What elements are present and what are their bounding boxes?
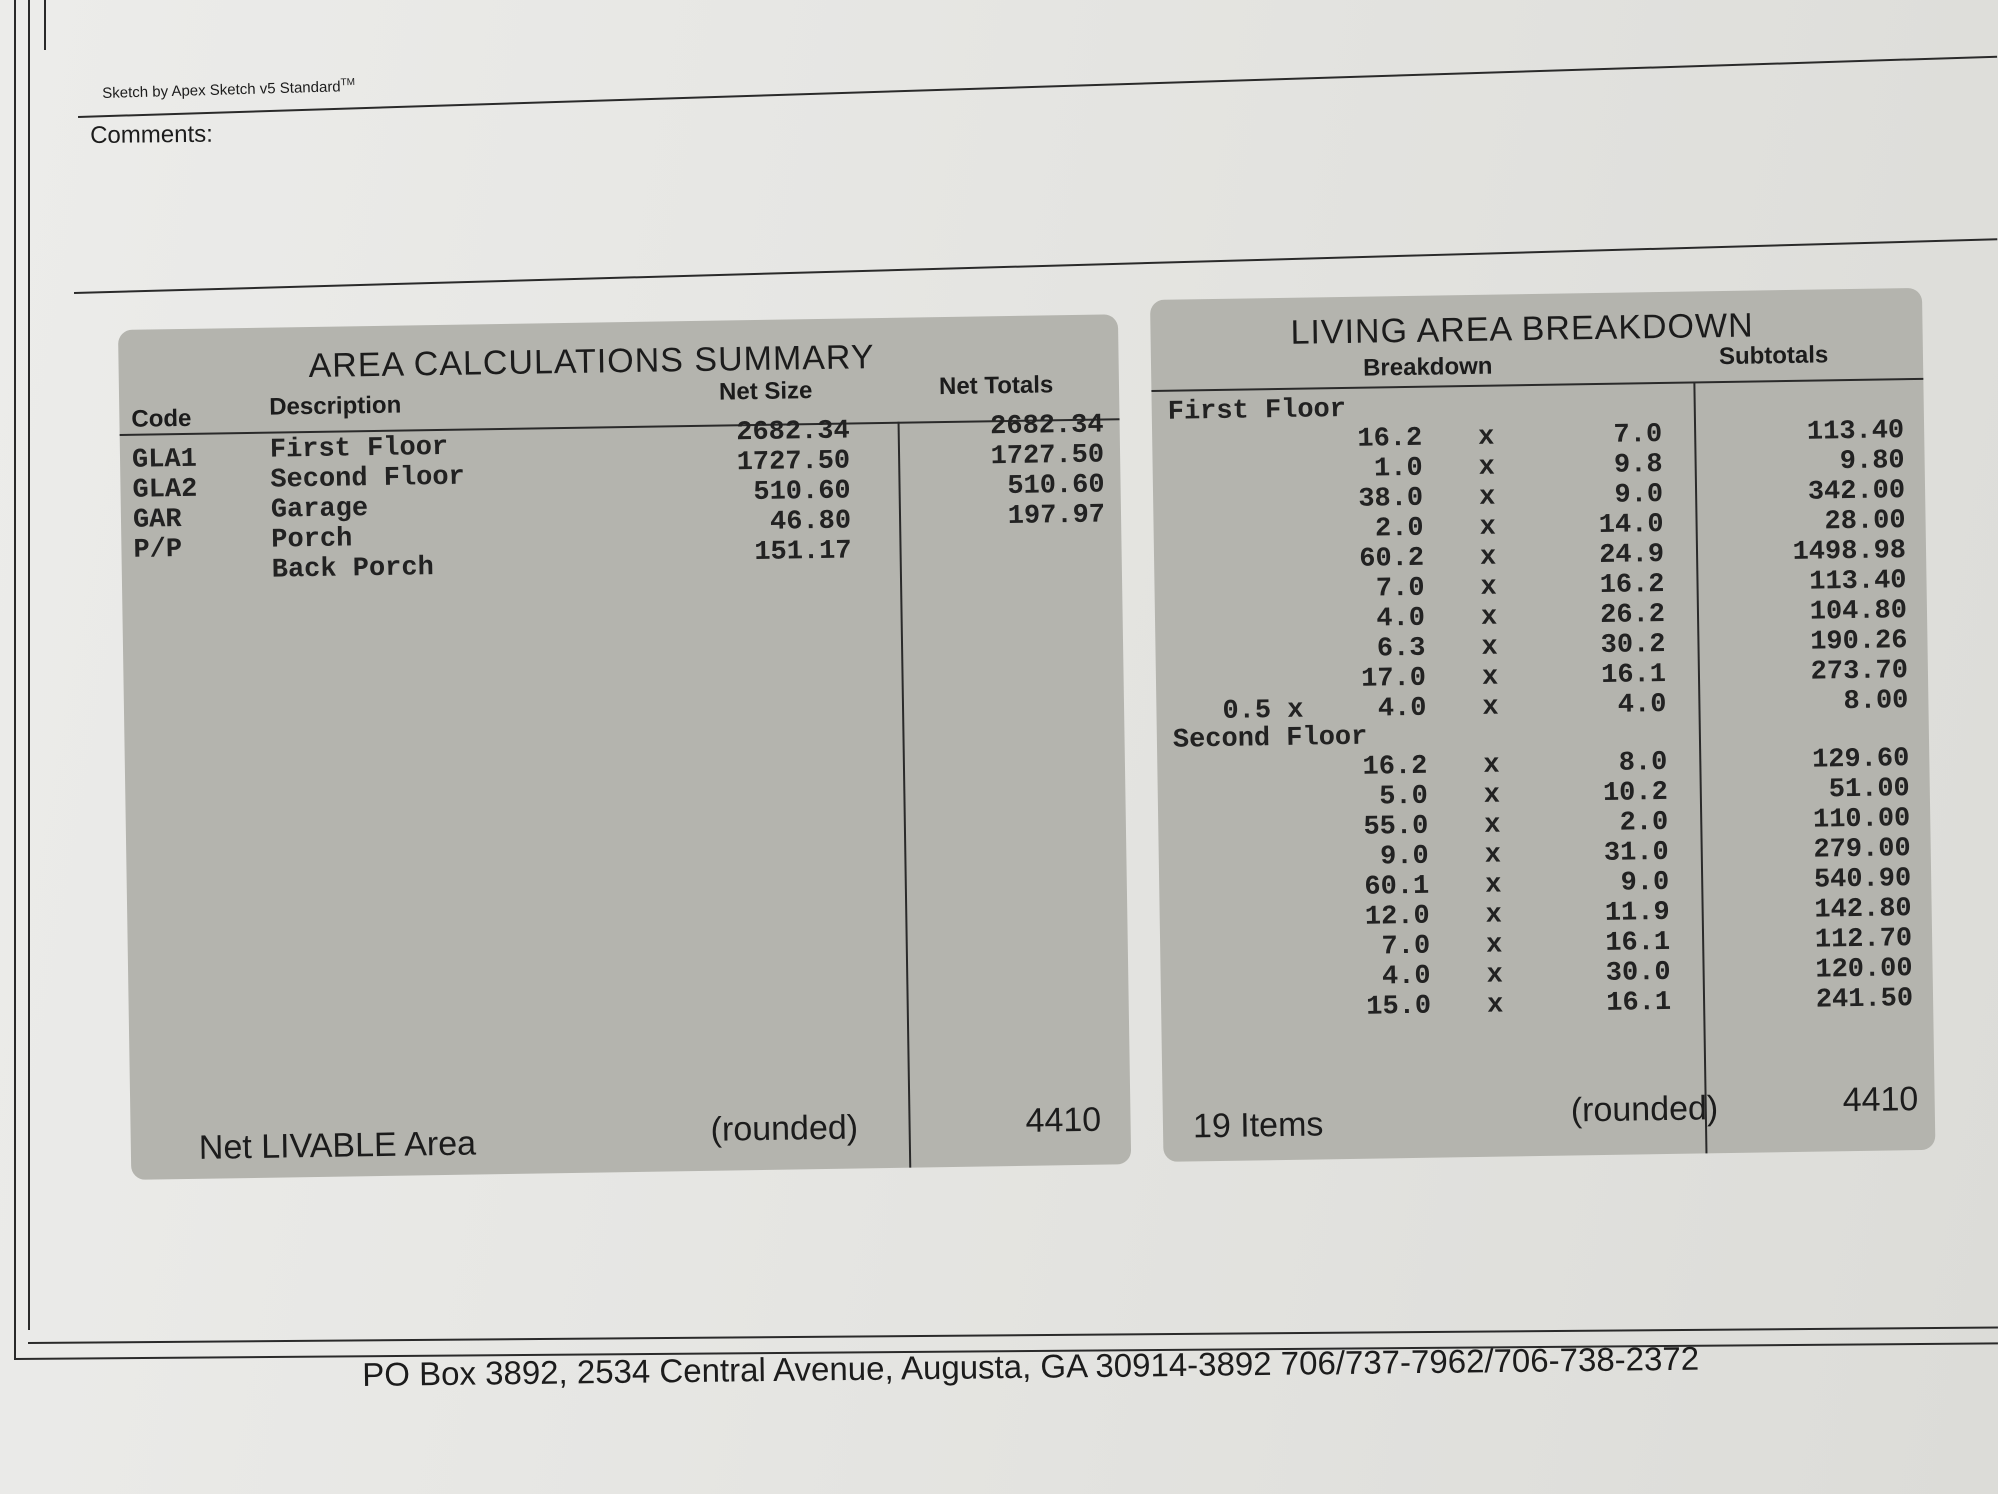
row-net-total: 510.60: [1007, 470, 1105, 503]
breakdown-dimension-a: 16.2: [1362, 751, 1428, 783]
summary-title: AREA CALCULATIONS SUMMARY: [308, 338, 875, 386]
left-border-third: [44, 0, 46, 50]
breakdown-multiply-sign: x: [1481, 662, 1499, 693]
column-header-code: Code: [131, 404, 192, 433]
software-credit: Sketch by Apex Sketch v5 Standard™: [102, 76, 356, 102]
breakdown-subtotal: 142.80: [1814, 894, 1912, 926]
breakdown-dimension-b: 11.9: [1604, 897, 1670, 929]
company-address: PO Box 3892, 2534 Central Avenue, Augusta, GA 30914-3892 706/737-7962/706-738-2372: [362, 1339, 1700, 1393]
breakdown-dimension-b: 9.0: [1620, 867, 1670, 899]
breakdown-multiply-sign: x: [1479, 512, 1497, 543]
breakdown-multiply-sign: x: [1486, 990, 1504, 1021]
breakdown-multiply-sign: x: [1477, 422, 1495, 453]
section-rule: [74, 238, 1997, 294]
breakdown-dimension-b: 16.1: [1600, 659, 1667, 691]
breakdown-dimension-a: 60.1: [1364, 871, 1430, 903]
breakdown-subtotal: 120.00: [1815, 954, 1913, 986]
breakdown-subtotal: 9.80: [1839, 446, 1905, 478]
breakdown-dimension-a: 2.0: [1374, 513, 1424, 545]
breakdown-subtotal: 342.00: [1807, 476, 1906, 508]
row-net-size: 2682.34: [736, 416, 850, 449]
breakdown-subtotal: 28.00: [1824, 506, 1906, 538]
breakdown-subtotal: 241.50: [1815, 984, 1914, 1016]
net-livable-area-total: 4410: [1025, 1100, 1102, 1140]
breakdown-dimension-a: 17.0: [1360, 663, 1427, 695]
breakdown-subtotal: 129.60: [1811, 744, 1910, 776]
breakdown-dimension-a: 5.0: [1378, 781, 1429, 813]
net-size-column: [659, 417, 851, 570]
breakdown-dimension-a: 7.0: [1375, 573, 1425, 605]
row-code: P/P: [133, 535, 183, 566]
breakdown-dimension-a: 38.0: [1358, 483, 1424, 515]
breakdown-dimension-a: 12.0: [1364, 901, 1430, 933]
breakdown-multiply-sign: x: [1482, 692, 1499, 723]
breakdown-dimension-b: 30.0: [1605, 957, 1671, 989]
breakdown-subtotal: 113.40: [1809, 566, 1907, 598]
breakdown-dimension-b: 26.2: [1599, 599, 1666, 631]
breakdown-dimension-a: 15.0: [1366, 991, 1432, 1023]
breakdown-dimension-b: 16.1: [1605, 927, 1671, 959]
breakdown-multiply-sign: x: [1478, 452, 1496, 483]
item-count: 19 Items: [1192, 1105, 1324, 1146]
breakdown-rows: [1150, 288, 1934, 1080]
description-column: [270, 433, 467, 586]
breakdown-dimension-a: 9.0: [1379, 841, 1430, 873]
breakdown-dimension-b: 4.0: [1617, 689, 1667, 721]
breakdown-dimension-b: 16.1: [1606, 987, 1672, 1019]
breakdown-multiply-sign: x: [1478, 482, 1496, 513]
row-net-size: 46.80: [769, 506, 852, 538]
breakdown-rounded-label: (rounded): [1570, 1089, 1719, 1130]
breakdown-subtotal: 8.00: [1843, 686, 1909, 718]
row-code: GLA1: [131, 444, 198, 476]
breakdown-multiply-sign: x: [1480, 572, 1497, 603]
breakdown-dimension-a: 1.0: [1373, 453, 1423, 485]
breakdown-dimension-a: 60.2: [1359, 543, 1425, 575]
column-header-net-size: Net Size: [718, 377, 813, 406]
row-description: Back Porch: [271, 553, 435, 586]
breakdown-multiply-sign: x: [1481, 632, 1498, 663]
breakdown-subtotal: 112.70: [1814, 924, 1913, 956]
breakdown-dimension-b: 30.2: [1600, 629, 1666, 661]
breakdown-subtotal: 104.80: [1809, 596, 1908, 628]
row-description: First Floor: [269, 432, 449, 466]
breakdown-multiply-sign: x: [1483, 780, 1501, 811]
left-border-outer: [14, 0, 16, 1360]
breakdown-subtotal: 113.40: [1806, 416, 1905, 448]
breakdown-dimension-b: 10.2: [1602, 777, 1669, 809]
top-rule: [78, 56, 1997, 118]
breakdown-dimension-b: 14.0: [1598, 509, 1664, 541]
row-net-size: 151.17: [754, 536, 852, 569]
breakdown-subtotal: 1498.98: [1792, 536, 1907, 568]
row-description: Second Floor: [270, 462, 466, 496]
breakdown-multiply-sign: x: [1480, 602, 1498, 633]
breakdown-dimension-a: 7.0: [1381, 931, 1431, 963]
breakdown-subtotal: 190.26: [1810, 626, 1908, 658]
breakdown-multiply-sign: x: [1485, 900, 1503, 931]
breakdown-title: LIVING AREA BREAKDOWN: [1290, 306, 1754, 352]
breakdown-dimension-b: 9.8: [1613, 449, 1663, 481]
row-net-total: 197.97: [1007, 500, 1106, 533]
row-description: Porch: [271, 524, 353, 556]
row-code: [134, 565, 199, 596]
breakdown-prefix: 0.5 x: [1222, 695, 1304, 727]
breakdown-dimension-b: 8.0: [1618, 747, 1668, 779]
column-header-net-totals: Net Totals: [938, 371, 1054, 401]
breakdown-subtotal: 540.90: [1813, 864, 1912, 896]
breakdown-subtotal: 279.00: [1813, 834, 1911, 866]
breakdown-dimension-a: 4.0: [1381, 961, 1431, 993]
left-border-inner: [28, 0, 30, 1330]
column-header-description: Description: [269, 391, 402, 421]
row-description: Garage: [270, 494, 369, 526]
row-code: GLA2: [132, 474, 198, 506]
row-net-total: 1727.50: [990, 440, 1105, 473]
breakdown-dimension-a: 4.0: [1376, 603, 1426, 635]
breakdown-dimension-a: 6.3: [1376, 633, 1426, 665]
breakdown-dimension-b: 16.2: [1599, 569, 1665, 601]
breakdown-dimension-b: 24.9: [1599, 539, 1665, 571]
breakdown-dimension-b: 2.0: [1619, 807, 1669, 839]
net-livable-area-label: Net LIVABLE Area: [198, 1124, 477, 1167]
breakdown-multiply-sign: x: [1485, 930, 1503, 961]
breakdown-dimension-b: 7.0: [1613, 419, 1663, 451]
breakdown-dimension-a: 4.0: [1377, 693, 1427, 725]
row-net-size: 1727.50: [736, 446, 851, 479]
bottom-rule-inner: [28, 1327, 1998, 1344]
summary-column-divider: [898, 422, 912, 1168]
breakdown-multiply-sign: x: [1484, 840, 1502, 871]
living-area-breakdown-panel: [1150, 288, 1935, 1162]
net-totals-column: [909, 411, 1105, 534]
breakdown-multiply-sign: x: [1486, 960, 1504, 991]
area-calculations-summary-panel: [118, 314, 1131, 1180]
summary-rounded-label: (rounded): [710, 1108, 859, 1149]
breakdown-subtotal: 273.70: [1810, 656, 1909, 688]
code-column: [132, 445, 199, 596]
breakdown-total: 4410: [1842, 1080, 1919, 1120]
breakdown-multiply-sign: x: [1479, 542, 1497, 573]
breakdown-multiply-sign: x: [1485, 870, 1502, 901]
breakdown-multiply-sign: x: [1483, 750, 1500, 781]
row-net-size: 510.60: [753, 476, 851, 509]
column-header-breakdown: Breakdown: [1362, 352, 1493, 382]
breakdown-dimension-a: 55.0: [1363, 811, 1429, 843]
breakdown-dimension-b: 9.0: [1614, 479, 1664, 511]
breakdown-subtotal: 110.00: [1812, 804, 1911, 836]
column-header-subtotals: Subtotals: [1718, 341, 1829, 371]
breakdown-multiply-sign: x: [1484, 810, 1501, 841]
row-net-total: 2682.34: [989, 410, 1104, 443]
row-code: GAR: [132, 505, 182, 536]
breakdown-subtotal: 51.00: [1828, 774, 1911, 806]
breakdown-dimension-a: 16.2: [1357, 423, 1423, 455]
comments-label: Comments:: [90, 120, 213, 149]
breakdown-dimension-b: 31.0: [1603, 837, 1669, 869]
